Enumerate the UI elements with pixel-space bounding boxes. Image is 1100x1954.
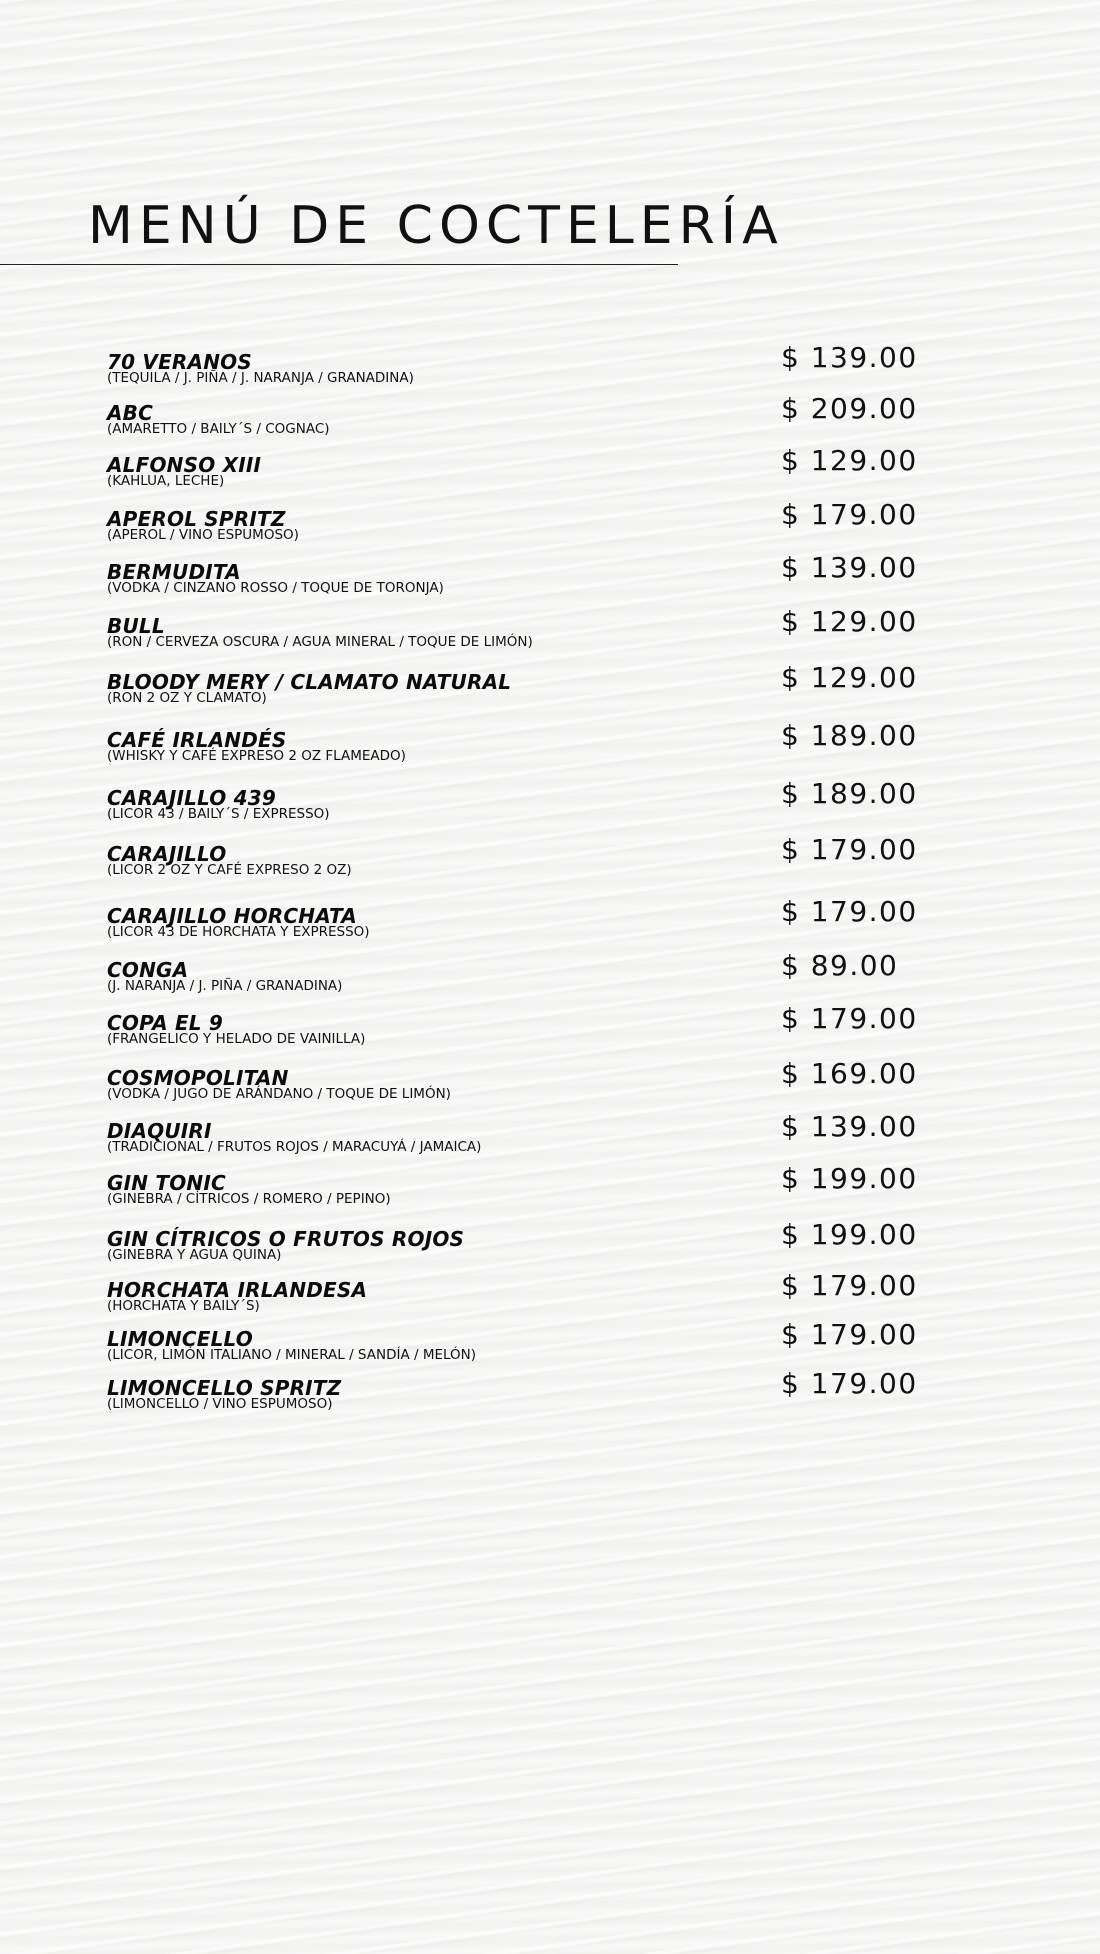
item-price: $ 129.00 — [781, 605, 918, 638]
item-price: $ 209.00 — [781, 392, 918, 425]
menu-item — [0, 895, 1100, 959]
item-price: $ 179.00 — [781, 1318, 918, 1351]
menu-item — [0, 551, 1100, 615]
item-price: $ 179.00 — [781, 498, 918, 531]
item-description: (HORCHATA Y BAILY´S) — [107, 1298, 260, 1314]
item-price: $ 89.00 — [781, 949, 899, 982]
item-description: (LICOR 43 DE HORCHATA Y EXPRESSO) — [107, 924, 370, 940]
item-name: LIMONCELLO — [107, 1327, 253, 1351]
menu-item — [0, 777, 1100, 841]
item-name: COPA EL 9 — [107, 1011, 224, 1035]
item-description: (WHISKY Y CAFÉ EXPRESO 2 OZ FLAMEADO) — [107, 748, 406, 764]
item-description: (KAHLUA, LECHE) — [107, 473, 225, 489]
menu-item — [0, 1269, 1100, 1333]
item-price: $ 179.00 — [781, 1002, 918, 1035]
item-name: ALFONSO XIII — [107, 453, 262, 477]
item-description: (LIMONCELLO / VINO ESPUMOSO) — [107, 1396, 333, 1412]
item-price: $ 179.00 — [781, 1269, 918, 1302]
item-price: $ 179.00 — [781, 895, 918, 928]
item-description: (RON 2 OZ Y CLAMATO) — [107, 690, 267, 706]
item-name: CARAJILLO HORCHATA — [107, 904, 357, 928]
item-description: (GINEBRA Y AGUA QUINA) — [107, 1247, 282, 1263]
menu-item — [0, 341, 1100, 405]
item-description: (J. NARANJA / J. PIÑA / GRANADINA) — [107, 978, 343, 994]
menu-title: MENÚ DE COCTELERÍA — [88, 196, 784, 256]
item-price: $ 139.00 — [781, 341, 918, 374]
item-description: (TRADICIONAL / FRUTOS ROJOS / MARACUYÁ / JAMAICA) — [107, 1139, 482, 1155]
item-name: ABC — [107, 401, 154, 425]
item-price: $ 129.00 — [781, 661, 918, 694]
menu-item — [0, 949, 1100, 1013]
menu-item — [0, 1218, 1100, 1282]
item-description: (TEQUILA / J. PIÑA / J. NARANJA / GRANADINA) — [107, 370, 414, 386]
item-name: CONGA — [107, 958, 189, 982]
item-price: $ 179.00 — [781, 1367, 918, 1400]
item-description: (APEROL / VINO ESPUMOSO) — [107, 527, 299, 543]
item-name: GIN TONIC — [107, 1171, 226, 1195]
item-price: $ 169.00 — [781, 1057, 918, 1090]
item-price: $ 139.00 — [781, 551, 918, 584]
item-description: (LICOR 2 OZ Y CAFÉ EXPRESO 2 OZ) — [107, 862, 352, 878]
item-name: CARAJILLO — [107, 842, 227, 866]
menu-item — [0, 498, 1100, 562]
item-price: $ 189.00 — [781, 719, 918, 752]
item-description: (GINEBRA / CÍTRICOS / ROMERO / PEPINO) — [107, 1191, 391, 1207]
menu-item — [0, 719, 1100, 783]
item-name: BERMUDITA — [107, 560, 241, 584]
item-price: $ 139.00 — [781, 1110, 918, 1143]
menu-item — [0, 1002, 1100, 1066]
menu-item — [0, 661, 1100, 725]
menu-item — [0, 1318, 1100, 1382]
item-price: $ 179.00 — [781, 833, 918, 866]
item-name: HORCHATA IRLANDESA — [107, 1278, 368, 1302]
item-description: (FRANGELICO Y HELADO DE VAINILLA) — [107, 1031, 366, 1047]
item-name: CARAJILLO 439 — [107, 786, 277, 810]
menu-item — [0, 1110, 1100, 1174]
menu-item — [0, 392, 1100, 456]
item-name: LIMONCELLO SPRITZ — [107, 1376, 342, 1400]
item-price: $ 199.00 — [781, 1162, 918, 1195]
item-description: (AMARETTO / BAILY´S / COGNAC) — [107, 421, 330, 437]
item-description: (LICOR 43 / BAILY´S / EXPRESSO) — [107, 806, 330, 822]
item-description: (LICOR, LIMÓN ITALIANO / MINERAL / SANDÍA / MELÓN) — [107, 1347, 477, 1363]
item-price: $ 129.00 — [781, 444, 918, 477]
item-price: $ 189.00 — [781, 777, 918, 810]
menu-item — [0, 1057, 1100, 1121]
menu-item — [0, 1367, 1100, 1431]
menu-item — [0, 605, 1100, 669]
menu-item — [0, 444, 1100, 508]
item-description: (VODKA / JUGO DE ARÁNDANO / TOQUE DE LIMÓN) — [107, 1086, 451, 1102]
item-name: COSMOPOLITAN — [107, 1066, 289, 1090]
item-name: CAFÉ IRLANDÉS — [107, 728, 287, 752]
item-name: 70 VERANOS — [107, 350, 252, 374]
menu-item — [0, 1162, 1100, 1226]
item-name: BULL — [107, 614, 165, 638]
item-price: $ 199.00 — [781, 1218, 918, 1251]
item-description: (VODKA / CINZANO ROSSO / TOQUE DE TORONJA) — [107, 580, 444, 596]
item-name: APEROL SPRITZ — [107, 507, 286, 531]
item-name: BLOODY MERY / CLAMATO NATURAL — [107, 670, 512, 694]
item-name: DIAQUIRI — [107, 1119, 212, 1143]
item-description: (RON / CERVEZA OSCURA / AGUA MINERAL / TOQUE DE LIMÓN) — [107, 634, 533, 650]
menu-item — [0, 833, 1100, 897]
item-name: GIN CÍTRICOS O FRUTOS ROJOS — [107, 1227, 465, 1251]
